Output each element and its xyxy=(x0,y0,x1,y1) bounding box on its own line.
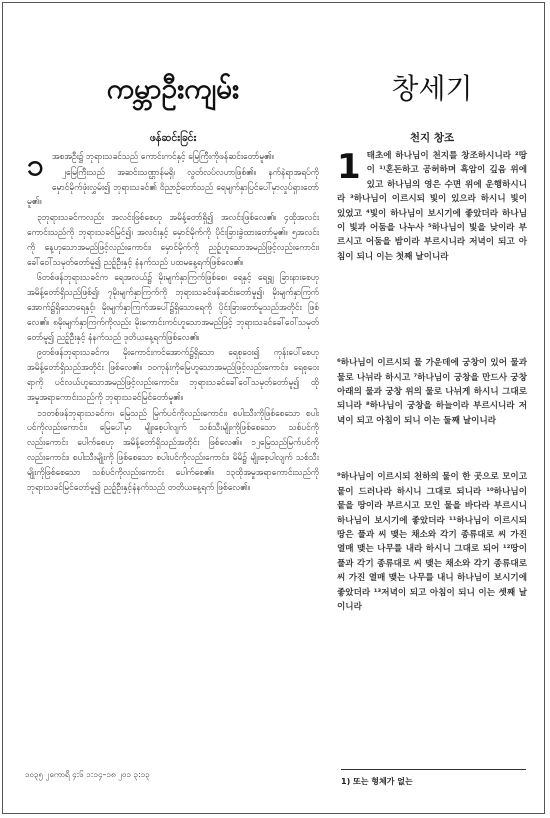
korean-paragraph: ⁶하나님이 이르시되 물 가운데에 궁창이 있어 물과 물로 나뉘라 하시고 ⁷하나님이 궁창을 만드사 궁창 아래의 물과 궁창 위의 물로 나뉘게 하시니 그대로 되니라 ⁸하나님이 궁창을 하늘이라 부르시니라 저녁이 되고 아침이 되니 이는 둘째 날이니라 xyxy=(337,358,527,426)
myanmar-cross-references: ၁၀၃၅ ၂ကောရိ ၄:၆ ၁:၁၄–၁၈ ၂၀၁ ၃:၁၃ xyxy=(25,770,150,779)
korean-book-title: 창세기 xyxy=(391,72,473,105)
korean-footnote: 1) 또는 형체가 없는 xyxy=(341,769,526,788)
korean-chapter xyxy=(337,149,527,614)
korean-section-heading: 천지 창조 xyxy=(409,132,455,144)
myanmar-chapter xyxy=(27,149,319,494)
bible-page xyxy=(2,2,545,814)
myanmar-chapter-number: ၁ xyxy=(27,148,44,183)
myanmar-verse-block: ၉တစ်ဖန်ဘုရားသခင်က၊ မိုးကောင်းကင်အောက်၌ရှိသော ရေစုဝေး၍ ကုန်းပေါ်စေဟု အမိန့်တော်ရှိသည်အတိုင်း ဖြစ်လေ၏။ ၁၀ကုန်းကိုမြေဟူသောအမည်ဖြင့်လည်းကောင်း၊ ရေစုဝေးရာကို ပင်လယ်ဟူသောအမည်ဖြင့်လည်းကောင်း၊ ဘုရားသခင်ခေါ်ဝေါ်သမုတ်တော်မူ၍ ထိုအမှုအရာကောင်းသည်ကို ဘုရားသခင်မြင်တော်မူ၏။ xyxy=(27,347,319,402)
myanmar-verse-block: ၃ဘုရားသခင်ကလည်း အလင်းဖြစ်စေဟု အမိန့်တော်ရှိ၍ အလင်းဖြစ်လေ၏။ ၄ထိုအလင်းကောင်းသည်ကို ဘုရားသခင်မြင်၍၊ အလင်းနှင့် မှောင်မိုက်ကို ပိုင်းခြားခွဲထားတော်မူ၏။ ၅အလင်းကို နေ့ဟုသောအမည်ဖြင့်လည်းကောင်း၊ မှောင်မိုက်ကို ညဉ့်ဟူသောအမည်ဖြင့်လည်းကောင်း၊ ခေါ်ဝေါ်သမုတ်တော်မူ၍ ညဉ့်ဦးနှင့် နံနက်သည် ပထမနေ့ရက်ဖြစ်လေ၏။ xyxy=(27,212,319,267)
paragraph-gap xyxy=(337,428,527,470)
korean-paragraph: 태초에 하나님이 천지를 창조하시니라 ²땅이 ¹⁾혼돈하고 공허하며 흑암이 깊음 위에 있고 하나님의 영은 수면 위에 운행하시니라 ³하나님이 이르시되 빛이 있으라 하시니 빛이 있었고 ⁴빛이 하나님이 보시기에 좋았더라 하나님이 빛과 어둠을 나누사 ⁵하나님이 빛을 낮이라 부르시고 어둠을 밤이라 부르시니라 저녁이 되고 아침이 되니 이는 첫째 날이니라 xyxy=(337,151,527,262)
myanmar-column xyxy=(27,63,319,495)
myanmar-section-heading: ဖန်ဆင်းခြင်း xyxy=(149,132,197,144)
korean-paragraph: ⁹하나님이 이르시되 천하의 물이 한 곳으로 모이고 뭍이 드러나라 하시니 그대로 되니라 ¹⁰하나님이 뭍을 땅이라 부르시고 모인 물을 바다라 부르시니 하나님이 보시기에 좋았더라 ¹¹하나님이 이르시되 땅은 풀과 씨 맺는 채소와 각기 종류대로 씨 가진 열매 맺는 나무를 내라 하시니 그대로 되어 ¹²땅이 풀과 각기 종류대로 씨 맺는 채소와 각기 종류대로 씨 가진 열매 맺는 나무를 내니 하나님이 보시기에 좋았더라 ¹³저녁이 되고 아침이 되니 이는 셋째 날이니라 xyxy=(337,472,527,612)
myanmar-book-title: ကမ္ဘာဦးကျမ်း xyxy=(106,72,240,105)
myanmar-verse-block: အစအဦး၌ ဘုရားသခင်သည် ကောင်းကင်နှင့် မြေကြီးကိုဖန်ဆင်းတော်မူ၏။ xyxy=(51,151,274,161)
myanmar-verse-block: ၁၁တစ်ဖန်ဘုရားသခင်က၊ မြေသည် မြက်ပင်ကိုလည်းကောင်း၊ စပါးသီးကိုဖြစ်စေသော စပါးပင်ကိုလည်းကောင်း၊ မြေပေါ်မှာ မျိုးစေ့ပါလျက် သစ်သီးမျိုးကိုဖြစ်စေသော သစ်ပင်ကိုလည်းကောင်း ပေါက်စေဟု အမိန့်တော်ရှိသည်အတိုင်း ဖြစ်လေ၏။ ၁၂မြေသည်မြက်ပင်ကိုလည်းကောင်း၊ စပါးသီးမျိုးကို ဖြစ်စေသော စပါးပင်ကိုလည်းကောင်း၊ မိမိ၌ မျိုးစေ့ပါလျက် သစ်သီးမျိုးကိုဖြစ်စေသော သစ်ပင်ကိုလည်းကောင်း ပေါက်စေ၏။ ၁၃ထိုအမှုအရာကောင်းသည်ကို ဘုရားသခင်မြင်တော်မူ၍ ညဉ့်ဦးနှင့်နံနက်သည် တတိယနေ့ရက် ဖြစ်လေ၏။ xyxy=(27,407,319,492)
myanmar-verse-block: ၆တစ်ဖန်ဘုရားသခင်က ရေအလယ်၌ မိုးမျက်နှာကြက်ဖြစ်စေ၊ ရေနှင့် ရေရျှ ခြားနားစေဟု အမိန့်တော်ရှိသည်ဖြစ်၍၊ ၇မိုးမျက်နှာကြက်ကို ဘုရားသခင်ဖန်ဆင်းတော်မူ၍၊ မိုးမျက်နှာကြက်အောက်၌ရှိသောရေနှင့်၊ မိုးမျက်နှာကြက်အပေါ်၌ရှိသောရေကို ပိုင်းခြားတော်မူသည်အတိုင်း ဖြစ်လေ၏။ ၈မိုးမျက်နှာကြက်ကိုလည်း မိုးကောင်းကင်ဟူသောအမည်ဖြင့် ဘုရားသခင်ခေါ်ဝေါ်သမုတ်တော်မူ၍ ညဉ့်ဦးနှင့် နံနက်သည် ဒုတိယနေ့ရက်ဖြစ်လေ၏။ xyxy=(27,272,319,342)
korean-chapter-number: 1 xyxy=(337,147,361,187)
korean-column xyxy=(337,63,527,614)
paragraph-gap xyxy=(337,264,527,356)
myanmar-verse-block: ၂မြေကြီးသည် အဆင်းသဏ္ဌာန်မရှိ၊ လွတ်လပ်လဟာဖြစ်၏။ နက်နဲရာအရပ်ကို မှောင်မိုက်ဖုံးလွှမ်း၍ ဘုရားသခင်၏ ဝိညာဉ်တော်သည် ရေမျက်နှာပြင်ပေါ်မှာလှုပ်ရှားတော်မူ၏။ xyxy=(27,166,319,207)
